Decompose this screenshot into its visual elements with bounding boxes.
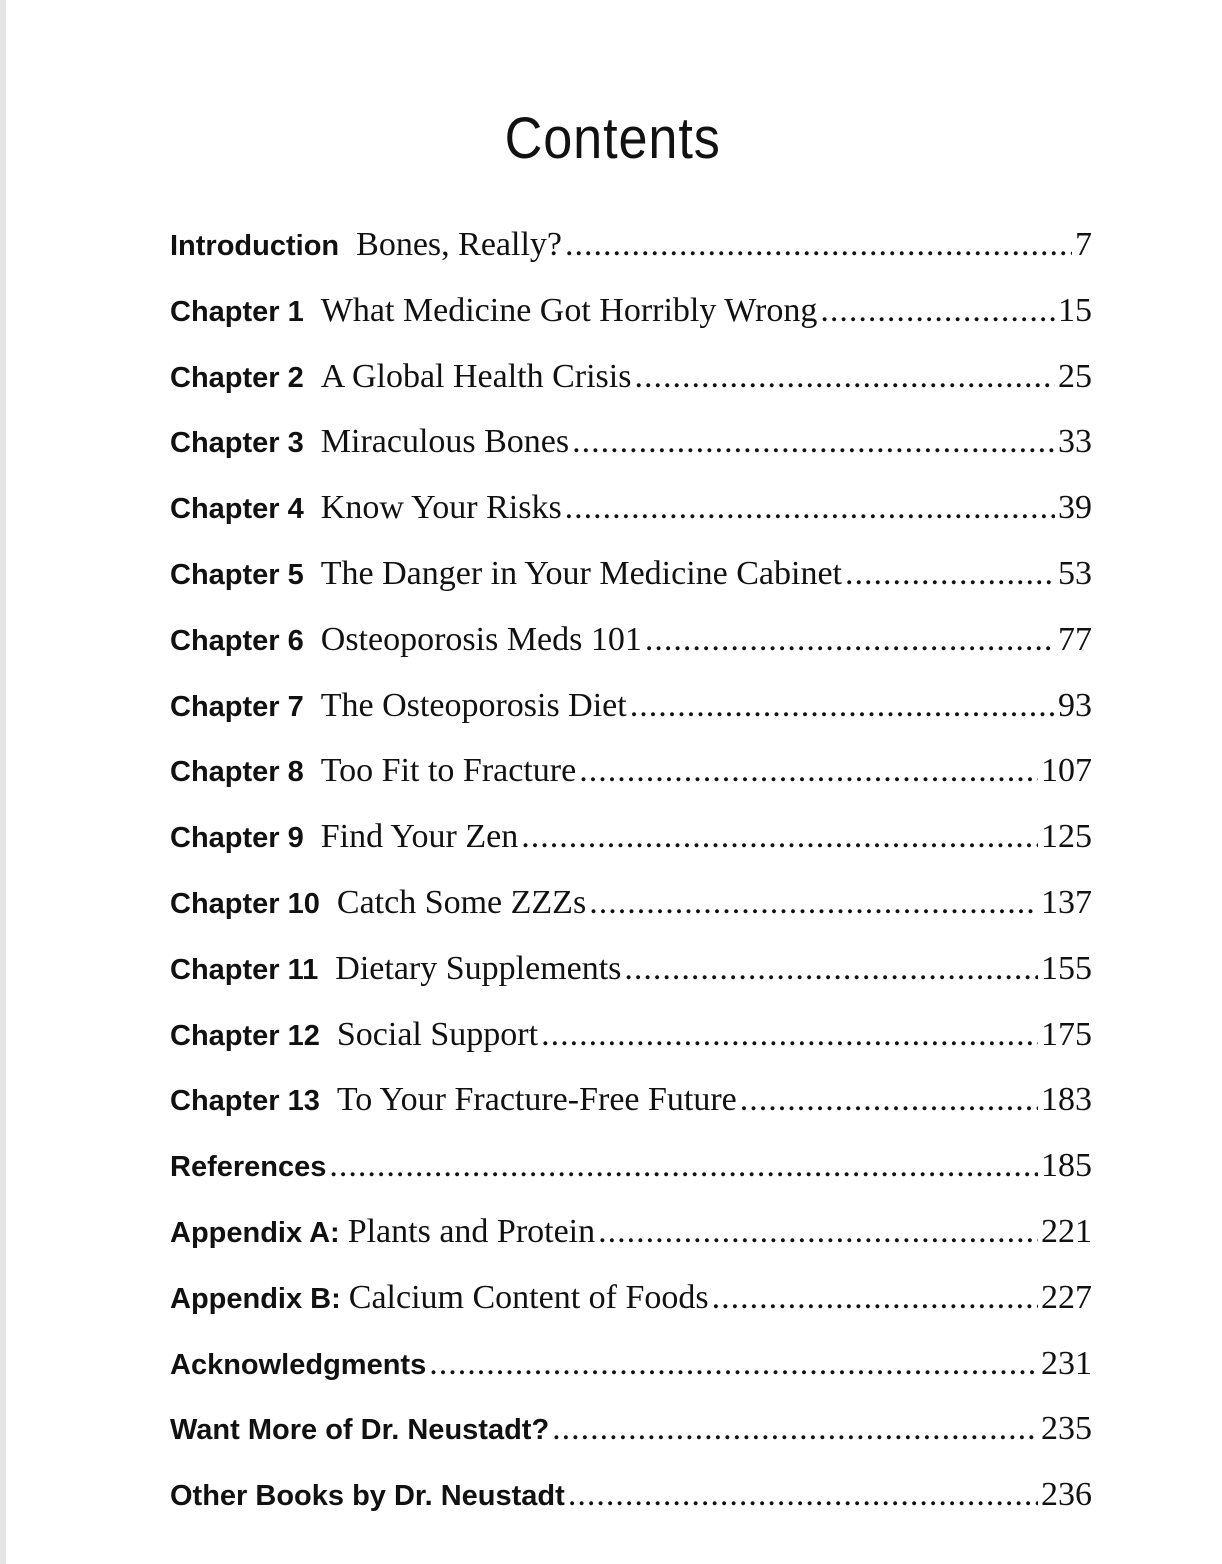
- toc-entry-references[interactable]: [170, 1147, 1092, 1213]
- table-of-contents: [170, 226, 1092, 1542]
- toc-entry-page-number: 33: [1058, 423, 1092, 461]
- toc-entry-title: The Danger in Your Medicine Cabinet: [320, 554, 842, 592]
- toc-entry-title: Calcium Content of Foods: [348, 1278, 709, 1316]
- toc-entry-chapter-11[interactable]: [170, 950, 1092, 1016]
- dot-leader: [565, 489, 1055, 527]
- dot-leader: [568, 1476, 1038, 1514]
- toc-entry-page-number: 53: [1058, 554, 1092, 592]
- dot-leader: [740, 1081, 1038, 1119]
- dot-leader: [589, 884, 1038, 922]
- toc-entry-label: Appendix B:: [170, 1282, 341, 1315]
- toc-entry-label: Chapter 1: [170, 295, 304, 328]
- toc-entry-title: Know Your Risks: [320, 489, 562, 527]
- toc-entry-label: Want More of Dr. Neustadt?: [170, 1414, 550, 1447]
- toc-entry-label: References: [170, 1151, 327, 1184]
- toc-entry-label: Chapter 9: [170, 822, 304, 855]
- toc-entry-page-number: 235: [1041, 1410, 1092, 1448]
- toc-entry-page-number: 39: [1058, 489, 1092, 527]
- toc-entry-page-number: 185: [1041, 1147, 1092, 1185]
- toc-entry-page-number: 7: [1075, 226, 1092, 263]
- toc-entry-acknowledgments[interactable]: [170, 1345, 1092, 1411]
- toc-entry-label: Chapter 5: [170, 558, 304, 591]
- dot-leader: [541, 1016, 1038, 1054]
- toc-entry-label: Chapter 13: [170, 1085, 320, 1118]
- dot-leader: [579, 752, 1038, 790]
- toc-entry-title: A Global Health Crisis: [320, 357, 632, 395]
- toc-entry-page-number: 93: [1058, 686, 1092, 724]
- dot-leader: [598, 1213, 1038, 1251]
- toc-entry-page-number: 107: [1041, 752, 1092, 790]
- toc-entry-page-number: 137: [1041, 883, 1092, 921]
- dot-leader: [624, 950, 1038, 988]
- toc-entry-title: Too Fit to Fracture: [320, 752, 577, 790]
- toc-entry-label: Introduction: [170, 230, 340, 262]
- toc-entry-page-number: 125: [1041, 818, 1092, 856]
- toc-entry-chapter-5[interactable]: [170, 555, 1092, 621]
- toc-entry-label: Chapter 4: [170, 493, 304, 526]
- toc-entry-label: Chapter 12: [170, 1019, 320, 1052]
- toc-entry-chapter-4[interactable]: [170, 489, 1092, 555]
- toc-entry-title: Plants and Protein: [347, 1212, 596, 1250]
- toc-entry-chapter-6[interactable]: [170, 621, 1092, 687]
- dot-leader: [645, 621, 1055, 659]
- dot-leader: [712, 1279, 1038, 1317]
- toc-entry-title: Social Support: [336, 1015, 539, 1053]
- toc-entry-title: Miraculous Bones: [320, 423, 570, 461]
- toc-entry-chapter-2[interactable]: [170, 358, 1092, 424]
- dot-leader: [630, 687, 1055, 725]
- toc-entry-title: To Your Fracture-Free Future: [336, 1081, 737, 1119]
- toc-entry-page-number: 183: [1041, 1081, 1092, 1119]
- toc-entry-title: Catch Some ZZZs: [336, 883, 587, 921]
- toc-entry-title: Bones, Really?: [356, 226, 562, 263]
- page-title: Contents: [504, 105, 721, 171]
- dot-leader: [845, 555, 1055, 593]
- dot-leader: [634, 358, 1055, 396]
- toc-entry-label: Chapter 10: [170, 887, 320, 920]
- toc-entry-label: Appendix A:: [170, 1216, 340, 1249]
- dot-leader: [521, 818, 1038, 856]
- dot-leader: [572, 423, 1055, 461]
- toc-entry-label: Chapter 7: [170, 690, 304, 723]
- toc-entry-label: Chapter 2: [170, 361, 304, 394]
- toc-entry-chapter-13[interactable]: [170, 1081, 1092, 1147]
- toc-entry-page-number: 231: [1041, 1344, 1092, 1382]
- toc-entry-label: Acknowledgments: [170, 1348, 427, 1381]
- toc-entry-title: Osteoporosis Meds 101: [320, 620, 642, 658]
- dot-leader: [820, 292, 1055, 330]
- dot-leader: [329, 1147, 1038, 1185]
- toc-entry-label: Chapter 11: [170, 953, 319, 986]
- toc-entry-chapter-1[interactable]: [170, 292, 1092, 358]
- page-edge: [0, 0, 6, 1564]
- toc-entry-other-books[interactable]: [170, 1476, 1092, 1542]
- toc-entry-label: Chapter 6: [170, 624, 304, 657]
- toc-entry-page-number: 155: [1041, 949, 1092, 987]
- toc-entry-page-number: 227: [1041, 1278, 1092, 1316]
- toc-entry-want-more[interactable]: [170, 1410, 1092, 1476]
- dot-leader: [552, 1410, 1038, 1448]
- toc-entry-page-number: 175: [1041, 1015, 1092, 1053]
- toc-entry-chapter-8[interactable]: [170, 752, 1092, 818]
- toc-entry-title: What Medicine Got Horribly Wrong: [320, 291, 818, 329]
- toc-entry-label: Chapter 3: [170, 427, 304, 460]
- toc-entry-page-number: 25: [1058, 357, 1092, 395]
- dot-leader: [429, 1345, 1038, 1383]
- toc-entry-title: The Osteoporosis Diet: [320, 686, 627, 724]
- toc-entry-page-number: 15: [1058, 291, 1092, 329]
- toc-entry-chapter-9[interactable]: [170, 818, 1092, 884]
- toc-entry-chapter-12[interactable]: [170, 1016, 1092, 1082]
- toc-entry-title: Find Your Zen: [320, 818, 519, 856]
- toc-entry-appendix-b[interactable]: [170, 1279, 1092, 1345]
- toc-entry-chapter-7[interactable]: [170, 687, 1092, 753]
- toc-entry-page-number: 221: [1041, 1212, 1092, 1250]
- toc-entry-title: Dietary Supplements: [335, 949, 622, 987]
- toc-entry-page-number: 77: [1058, 620, 1092, 658]
- toc-entry-appendix-a[interactable]: [170, 1213, 1092, 1279]
- toc-entry-page-number: 236: [1041, 1476, 1092, 1514]
- toc-entry-chapter-3[interactable]: [170, 423, 1092, 489]
- toc-entry-label: Other Books by Dr. Neustadt: [170, 1480, 565, 1513]
- toc-entry-label: Chapter 8: [170, 756, 304, 789]
- toc-entry-introduction[interactable]: [170, 226, 1092, 292]
- dot-leader: [565, 226, 1072, 264]
- toc-entry-chapter-10[interactable]: [170, 884, 1092, 950]
